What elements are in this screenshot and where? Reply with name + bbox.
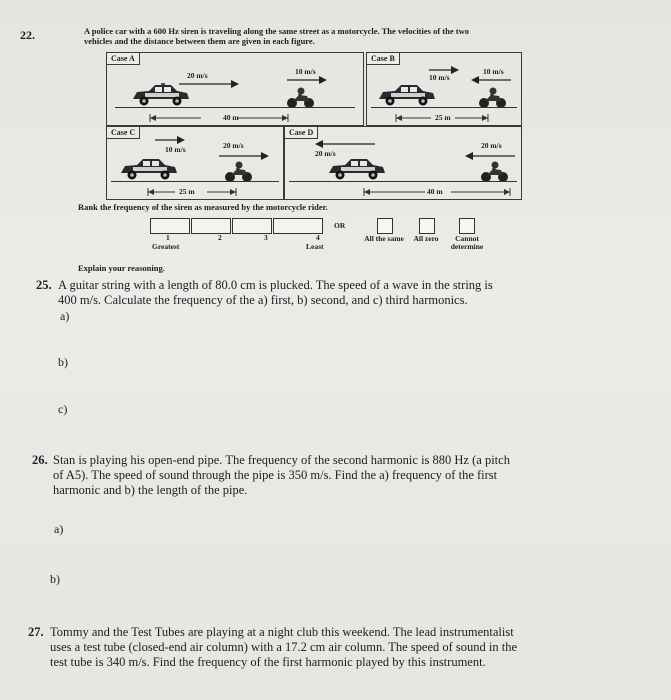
question-25-line2: 400 m/s. Calculate the frequency of the a) first, b) second, and c) third harmonics. [58,293,468,307]
question-22-intro-line2: vehicles and the distance between them are given in each figure. [84,36,315,46]
case-b-moto-speed: 10 m/s [483,67,504,76]
question-22-intro [84,26,644,46]
rank-position-2: 2 [218,233,222,242]
question-27-number: 27. [28,625,44,639]
case-c-moto-arrow [219,151,269,161]
case-d-figure [284,126,522,200]
rank-box-3[interactable] [232,218,272,234]
case-b-motorcycle-icon [479,87,507,109]
question-26-number: 26. [32,453,48,467]
case-a-label: Case A [107,53,140,65]
case-b-police-car-icon [375,83,437,107]
case-c-road-line [111,181,279,182]
rank-box-1[interactable] [150,218,190,234]
case-b-distance: 25 m [435,113,451,122]
case-c-figure [106,126,284,200]
question-26-line2: of A5). The speed of sound through the pipe is 350 m/s. Find the a) frequency of the first [53,468,498,482]
least-label: Least [306,242,324,251]
case-a-motorcycle-icon [287,87,315,109]
question-25-number: 25. [36,278,52,292]
case-d-moto-speed: 20 m/s [481,141,502,150]
or-label: OR [334,221,346,230]
case-c-car-arrow [155,135,185,145]
case-c-car-speed: 10 m/s [165,145,186,154]
case-a-figure [106,52,364,126]
case-a-moto-arrow [287,75,327,85]
question-26-part-b: b) [50,572,60,586]
case-d-label: Case D [285,127,318,139]
case-a-distance: 40 m [223,113,239,122]
question-22-number: 22. [20,28,35,42]
question-25-line1: A guitar string with a length of 80.0 cm is plucked. The speed of a wave in the string is [58,278,493,292]
option-all-same-checkbox[interactable] [377,218,393,234]
case-a-police-car-icon [129,83,191,107]
option-all-same-label: All the same [364,234,404,243]
option-all-zero-checkbox[interactable] [419,218,435,234]
rank-prompt: Rank the frequency of the siren as measured by the motorcycle rider. [78,202,328,212]
rank-position-1: 1 [166,233,170,242]
question-26-text [53,453,653,498]
question-27-line3: test tube is 340 m/s. Find the frequency of the first harmonic played by this instrument. [50,655,486,669]
case-d-moto-arrow [465,151,515,161]
question-26-line3: harmonic and b) the length of the pipe. [53,483,248,497]
rank-position-3: 3 [264,233,268,242]
question-27-text [50,625,660,670]
option-all-zero-label: All zero [413,234,439,243]
case-d-car-speed: 20 m/s [315,149,336,158]
case-c-label: Case C [107,127,140,139]
case-c-moto-speed: 20 m/s [223,141,244,150]
case-b-moto-arrow [471,75,511,85]
question-26-part-a: a) [54,522,64,536]
case-a-road-line [115,107,355,108]
question-22-intro-line1: A police car with a 600 Hz siren is traveling along the same street as a motorcycle. The velocities of the two [84,26,469,36]
case-a-moto-speed: 10 m/s [295,67,316,76]
case-d-car-arrow [315,139,375,149]
case-d-road-line [289,181,517,182]
option-cannot-determine-label: Cannot determine [450,234,484,251]
case-b-road-line [371,107,517,108]
case-b-car-speed: 10 m/s [429,73,450,82]
case-d-police-car-icon [325,157,387,181]
question-25-text [58,278,658,308]
case-b-car-arrow [429,65,459,75]
case-a-distance-line [149,113,289,123]
option-cannot-determine-checkbox[interactable] [459,218,475,234]
question-25-part-c: c) [58,402,68,416]
rank-box-4[interactable] [273,218,323,234]
case-d-distance: 40 m [427,187,443,196]
case-d-motorcycle-icon [481,161,509,183]
case-c-police-car-icon [117,157,179,181]
rank-box-2[interactable] [191,218,231,234]
question-27-line2: uses a test tube (closed-end air column) with a 17.2 cm air column. The speed of sound in the [50,640,518,654]
explain-reasoning: Explain your reasoning. [78,263,165,273]
greatest-label: Greatest [152,242,180,251]
question-25-part-b: b) [58,355,68,369]
question-26-line1: Stan is playing his open-end pipe. The frequency of the second harmonic is 880 Hz (a pitch [53,453,510,467]
case-b-label: Case B [367,53,400,65]
case-a-car-speed: 20 m/s [187,71,208,80]
case-c-distance: 25 m [179,187,195,196]
rank-position-4: 4 [316,233,320,242]
question-25-part-a: a) [60,309,70,323]
question-27-line1: Tommy and the Test Tubes are playing at a night club this weekend. The lead instrumentalist [50,625,514,639]
case-c-motorcycle-icon [225,161,253,183]
case-b-figure [366,52,522,126]
